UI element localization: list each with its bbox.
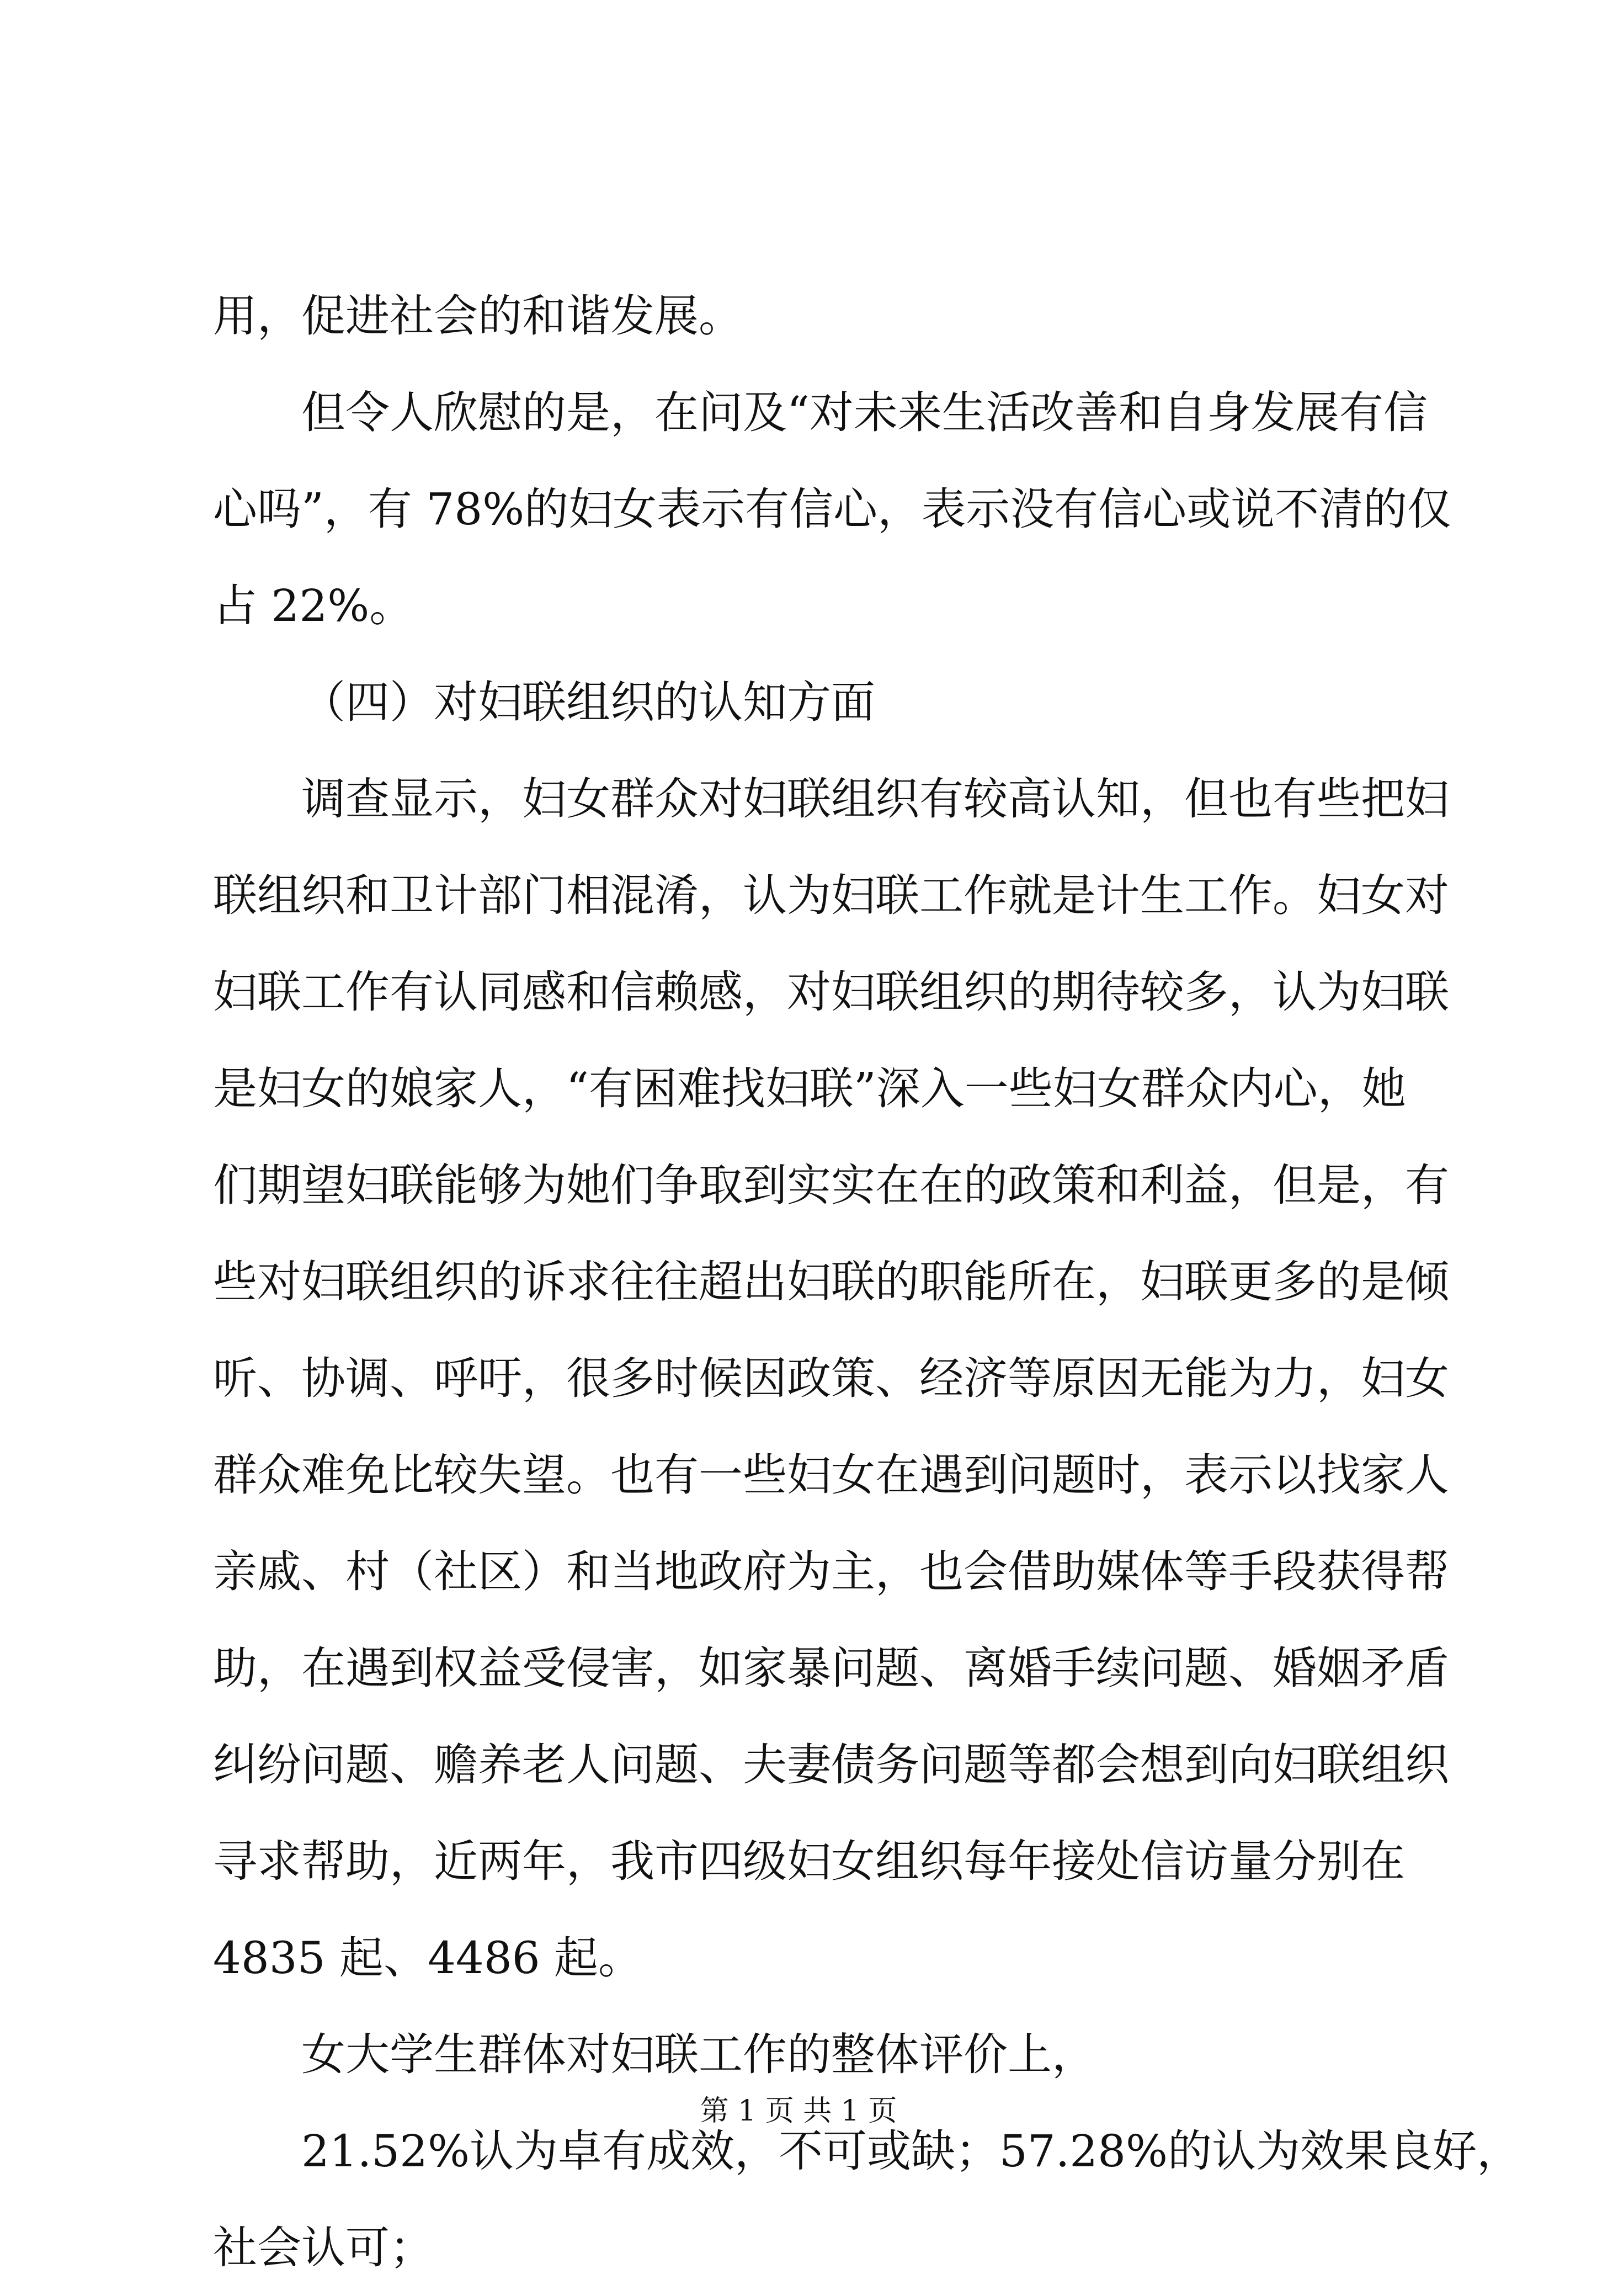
page-footer: 第 1 页 共 1 页	[700, 2095, 897, 2128]
text-line: 女大学生群体对妇联工作的整体评价上，	[301, 2029, 1096, 2080]
text-line: 社会认可；	[213, 2222, 434, 2273]
text-line: 联组织和卫计部门相混淆，认为妇联工作就是计生工作。妇女对	[213, 870, 1449, 921]
text-line: 21.52%认为卓有成效，不可或缺；57.28%的认为效果良好，	[301, 2125, 1521, 2177]
text-line: 群众难免比较失望。也有一些妇女在遇到问题时，表示以找家人	[213, 1449, 1449, 1501]
text-line: 些对妇联组织的诉求往往超出妇联的职能所在，妇联更多的是倾	[213, 1256, 1449, 1308]
text-line: 但令人欣慰的是，在问及“对未来生活改善和自身发展有信	[301, 387, 1428, 438]
text-line: 亲戚、村（社区）和当地政府为主，也会借助媒体等手段获得帮	[213, 1546, 1449, 1597]
text-line: 们期望妇联能够为她们争取到实实在在的政策和利益，但是，有	[213, 1160, 1449, 1211]
text-line: 寻求帮助，近两年，我市四级妇女组织每年接处信访量分别在	[213, 1836, 1405, 1887]
text-line: 用，促进社会的和谐发展。	[213, 290, 743, 342]
text-line: 听、协调、呼吁，很多时候因政策、经济等原因无能为力，妇女	[213, 1353, 1449, 1404]
text-line: 心吗”，有 78%的妇女表示有信心，表示没有信心或说不清的仅	[213, 483, 1452, 535]
text-line: 纠纷问题、赡养老人问题、夫妻债务问题等都会想到向妇联组织	[213, 1739, 1449, 1790]
section-heading: （四）对妇联组织的认知方面	[301, 677, 875, 728]
text-line: 助，在遇到权益受侵害，如家暴问题、离婚手续问题、婚姻矛盾	[213, 1643, 1449, 1694]
text-line: 是妇女的娘家人，“有困难找妇联”深入一些妇女群众内心，她	[213, 1063, 1406, 1114]
text-line: 占 22%。	[213, 580, 414, 631]
text-line: 妇联工作有认同感和信赖感，对妇联组织的期待较多，认为妇联	[213, 966, 1449, 1018]
text-line: 调查显示，妇女群众对妇联组织有较高认知，但也有些把妇	[301, 773, 1449, 825]
document-body	[213, 268, 1521, 2296]
text-line: 4835 起、4486 起。	[213, 1932, 643, 1984]
